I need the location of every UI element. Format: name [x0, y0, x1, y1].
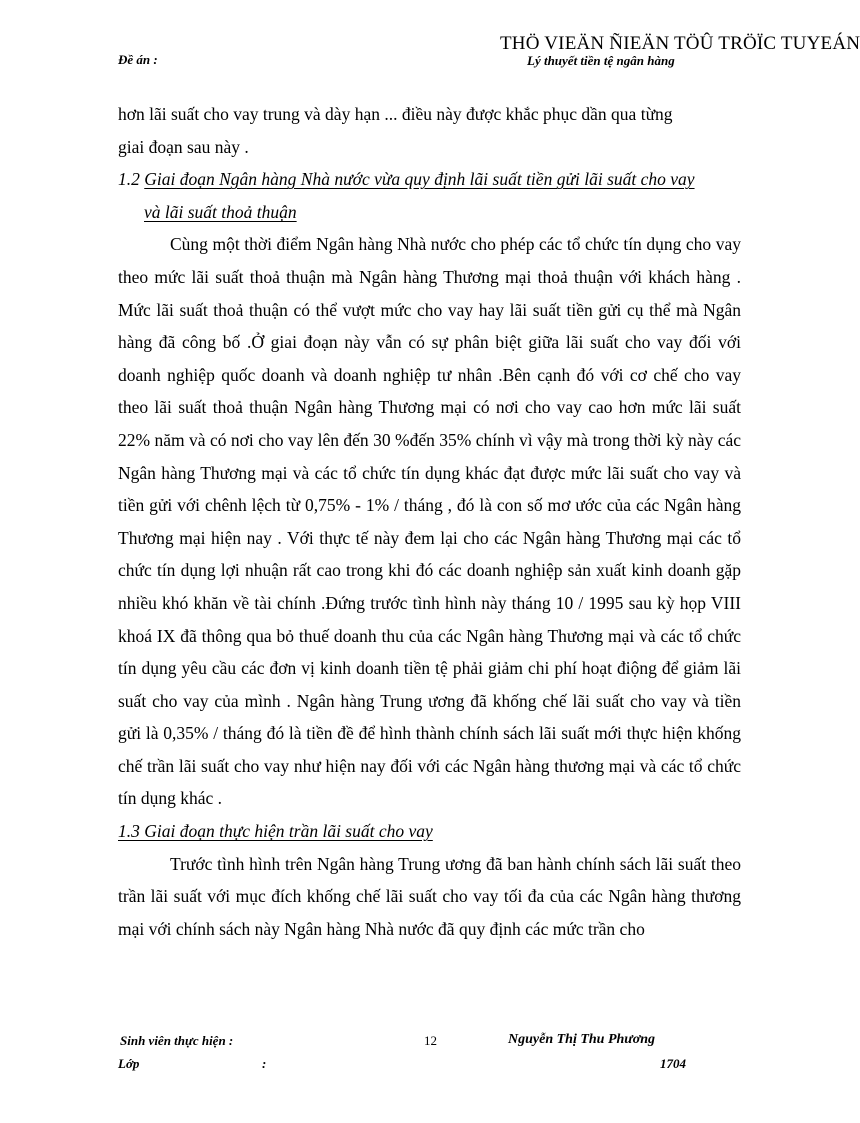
- section-title: 1.3 Giai đoạn thực hiện trần lãi suất cho vay: [118, 821, 433, 842]
- page-number: 12: [424, 1033, 437, 1048]
- section-heading-1-3: [118, 815, 741, 848]
- section-heading-1-2: [118, 163, 741, 196]
- watermark-text: THÖ VIEÄN ÑIEÄN TÖÛ TRÖÏC TUYEÁN: [500, 33, 860, 54]
- class-colon: :: [262, 1056, 267, 1071]
- section-number: 1.2: [118, 169, 145, 190]
- paragraph-line: hơn lãi suất cho vay trung và dày hạn ... điều này được khắc phục dần qua từng: [118, 104, 673, 124]
- section-title-line2: và lãi suất thoả thuận: [144, 201, 297, 222]
- paragraph-main: Cùng một thời điểm Ngân hàng Nhà nước cho phép các tổ chức tín dụng cho vay theo mức lãi suất thoả thuận mà Ngân hàng Thương mại thoả thuận với khách hàng . Mức lãi suất thoả thuận có thể vượt mức cho vay hay lãi suất tiền gửi cụ thể mà Ngân hàng đã công bố .Ở giai đoạn này vẫn có sự phân biệt giữa lãi suất cho vay đối với doanh nghiệp quốc doanh và doanh nghiệp tư nhân .Bên cạnh đó với cơ chế cho vay theo lãi suất thoả thuận Ngân hàng Thương mại có nơi cho vay cao hơn mức lãi suất 22% năm và có nơi cho vay lên đến 30 %đến 35% chính vì vậy mà trong thời kỳ này các Ngân hàng Thương mại và các tổ chức tín dụng khác đạt được mức lãi suất cho vay và tiền gửi với chênh lệch từ 0,75% - 1% / tháng , đó là con số mơ ước của các Ngân hàng Thương mại hiện nay . Với thực tế này đem lại cho các Ngân hàng Thương mại các tổ chức tín dụng lợi nhuận rất cao trong khi đó các doanh nghiệp sản xuất kinh doanh gặp nhiều khó khăn về tài chính .Đứng trước tình hình này tháng 10 / 1995 sau kỳ họp VIII khoá IX đã thông qua bỏ thuế doanh thu của các Ngân hàng Thương mại và các tổ chức tín dụng yêu cầu các đơn vị kinh doanh tiền tệ phải giảm chi phí hoạt điộng để giảm lãi suất cho vay của mình . Ngân hàng Trung ương đã khống chế lãi suất cho vay và tiền gửi là 0,35% / tháng đó là tiền đề để hình thành chính sách lãi suất mới thực hiện khống chế trần lãi suất cho vay như hiện nay đối với các Ngân hàng thương mại và các tổ chức tín dụng khác .: [118, 234, 741, 809]
- paragraph-last: Trước tình hình trên Ngân hàng Trung ương đã ban hành chính sách lãi suất theo trần lãi suất với mục đích khống chế lãi suất cho vay tối đa của các Ngân hàng thương mại với chính sách này Ngân hàng Nhà nước đã quy định các mức trần cho: [118, 853, 741, 939]
- section-heading-1-2-cont: [118, 196, 741, 229]
- author-name: Nguyễn Thị Thu Phương: [508, 1032, 655, 1047]
- document-body: [118, 98, 741, 945]
- paragraph-continuation: [118, 98, 741, 163]
- header-right: Lý thuyết tiền tệ ngân hàng: [527, 53, 675, 68]
- header-left: Đề án :: [118, 52, 158, 67]
- paragraph-line: giai đoạn sau này .: [118, 136, 249, 157]
- class-number: 1704: [660, 1056, 686, 1071]
- section-title-line1: Giai đoạn Ngân hàng Nhà nước vừa quy định lãi suất tiền gửi lãi suất cho vay: [144, 169, 695, 190]
- student-label: Sinh viên thực hiện :: [120, 1033, 234, 1048]
- class-label: Lớp: [118, 1056, 140, 1071]
